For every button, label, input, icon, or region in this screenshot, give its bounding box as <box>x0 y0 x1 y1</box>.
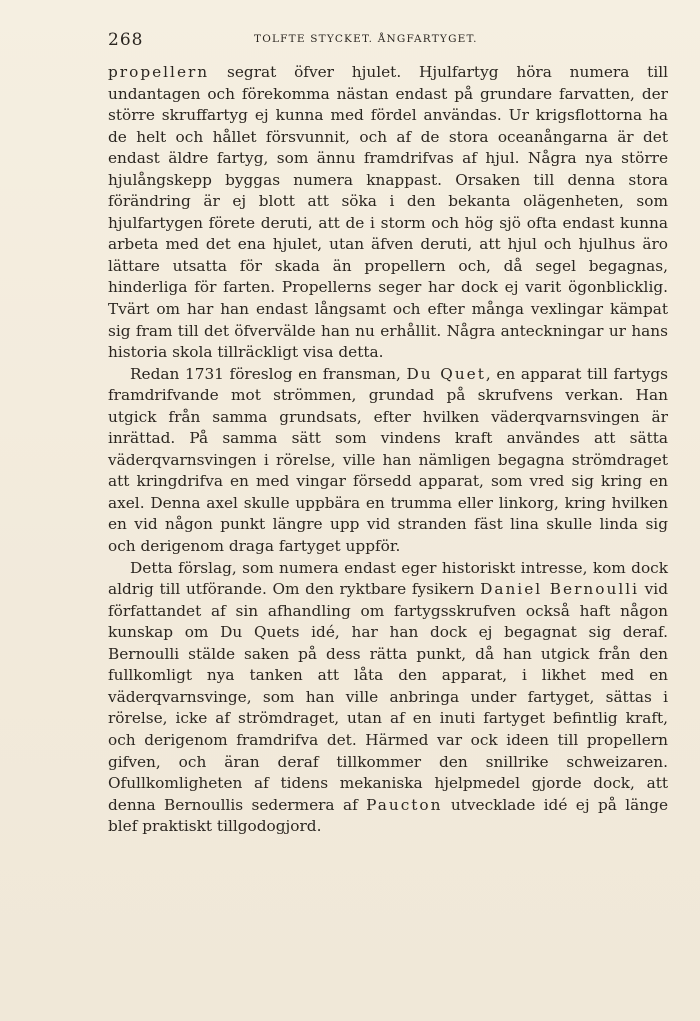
text-run-spaced: Du Quet <box>406 364 486 383</box>
text-run: utvecklade idé ej på länge blef praktiskt tillgodogjord. <box>108 795 668 836</box>
paragraph <box>108 558 668 838</box>
body-text <box>108 62 668 838</box>
text-run-spaced: Paucton <box>366 795 443 814</box>
text-run: Redan 1731 föreslog en fransman, <box>130 364 407 383</box>
text-run-spaced: propellern <box>108 63 210 81</box>
text-run-spaced: Daniel Bernoulli <box>480 580 639 599</box>
text-run: segrat öfver hjulet. Hjulfartyg höra numera till undantagen och förekomma nästan endast på grundare farvatten, der större skruffartyg ej kunna med fördel användas. Ur krigsflottorna ha de helt och hållet försvunnit, och af de stora oceanångarna är det endast äldre fartyg, som ännu framdrifvas af hjul. Några nya större hjulångskepp byggas numera knappast. Orsaken till denna stora förändring är ej blott att söka i den bekanta olägenheten, som hjulfartygen förete deruti, att de i storm och hög sjö ofta endast kunna arbeta med det ena hjulet, utan äfven deruti, att hjul och hjulhus äro lättare utsatta för skada än propellern och, då segel begagnas, hinderliga för farten. Propellerns seger har dock ej varit ögonblicklig. Tvärt om har han endast långsamt och efter många vexlingar kämpat sig fram till det öfvervälde han nu erhållit. Några anteckningar ur hans historia skola tillräckligt visa detta. <box>108 63 668 362</box>
page-number: 268 <box>108 30 144 50</box>
paragraph <box>108 364 668 558</box>
paragraph <box>108 62 668 364</box>
text-run: , en apparat till fartygs framdrifvande mot strömmen, grundad på skrufvens verkan. Han utgick från samma grundsats, efter hvilken väderqvarnsvingen är inrättad. På samma sätt som vindens kraft användes att sätta väderqvarnsvingen i rörelse, ville han nämligen begagna strömdraget att kringdrifva en med vingar försedd apparat, som vred sig kring en axel. Denna axel skulle uppbära en trumma eller linkorg, kring hvilken en vid någon punkt längre upp vid stranden fäst lina skulle linda sig och derigenom draga fartyget uppför. <box>108 364 668 556</box>
text-run: Detta förslag, som numera endast eger historiskt intresse, kom dock aldrig till utförande. Om den ryktbare fysikern <box>108 558 668 599</box>
text-run: vid författandet af sin afhandling om fartygsskrufven också haft någon kunskap om Du Quets idé, har han dock ej begagnat sig deraf. Bernoulli stälde saken på dess rätta punkt, då han utgick från den fullkomligt nya tanken att låta den apparat, i likhet med en väderqvarnsvinge, som han ville anbringa under fartyget, sättas i rörelse, icke af strömdraget, utan af en inuti fartyget befintlig kraft, och derigenom framdrifva det. Härmed var ock ideen till propellern gifven, och äran deraf tillkommer den snillrike schweizaren. Ofullkomligheten af tidens mekaniska hjelpmedel gjorde dock, att denna Bernoullis sedermera af <box>108 580 668 814</box>
running-head: TOLFTE STYCKET. ÅNGFARTYGET. <box>254 33 478 45</box>
page-header <box>108 30 670 52</box>
